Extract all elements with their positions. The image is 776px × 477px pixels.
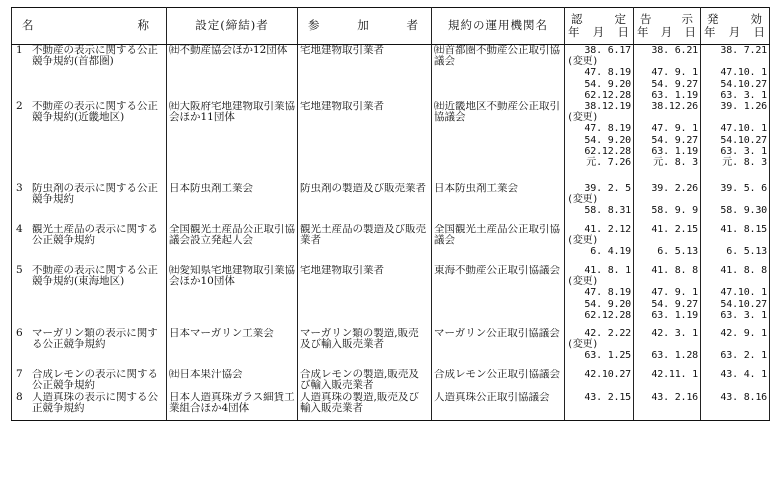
org-cell (432, 101, 565, 183)
notice-date (636, 56, 698, 67)
notice-date: 54. 9.27 (651, 78, 698, 90)
table-row (12, 45, 770, 101)
notice-date: 58. 9. 9 (651, 205, 698, 217)
amendment-label: (変更) (567, 194, 599, 206)
notice-date: 63. 1.19 (651, 145, 698, 157)
effective-date: 41. 8. 8 (720, 264, 767, 276)
notice-date: 63. 1.19 (651, 309, 698, 321)
participants-cell (298, 328, 432, 369)
code-name: 観光土産品の表示に関する公正競争規約 (32, 223, 158, 247)
notice-date-cell (634, 369, 701, 392)
effective-date-cell (701, 392, 770, 421)
effective-date (703, 112, 767, 123)
setter-text: 日本防虫剤工業会 (169, 182, 253, 194)
code-name-cell (12, 369, 167, 392)
header-org: 規約の運用機関名 (432, 8, 565, 45)
effective-date (703, 276, 767, 287)
effective-date: 元. 8. 3 (722, 156, 767, 168)
code-name: 防虫剤の表示に関する公正競争規約 (32, 182, 158, 206)
approved-date: 38. 6.17 (584, 45, 631, 56)
setter-cell (167, 224, 298, 265)
approved-date: 6. 4.19 (590, 246, 631, 258)
approved-date-cell (565, 265, 634, 328)
effective-date-cell (701, 101, 770, 183)
effective-date-cell (701, 265, 770, 328)
header-participants: 参 加 者 (298, 8, 432, 45)
row-number: 5 (16, 264, 23, 276)
effective-date (703, 56, 767, 67)
approved-date: 42. 2.22 (584, 327, 631, 339)
table-row (12, 183, 770, 224)
participants-text: 観光土産品の製造及び販売業者 (300, 223, 426, 247)
code-name-cell (12, 328, 167, 369)
effective-date: 41. 8.15 (720, 223, 767, 235)
amendment-label: (変更) (567, 56, 599, 68)
notice-date-cell (634, 328, 701, 369)
header-row (12, 8, 770, 45)
participants-text: マーガリン類の製造,販売及び輸入販売業者 (300, 327, 419, 351)
header-approved: 認 定 年 月 日 (565, 8, 634, 45)
notice-date (636, 112, 698, 123)
org-cell (432, 369, 565, 392)
effective-date (703, 194, 767, 205)
participants-cell (298, 392, 432, 421)
participants-cell (298, 265, 432, 328)
setter-cell (167, 183, 298, 224)
org-text: 東海不動産公正取引協議会 (434, 264, 560, 276)
effective-date-cell (701, 45, 770, 101)
effective-date: 38. 7.21 (720, 45, 767, 56)
effective-date-cell (701, 224, 770, 265)
org-text: マーガリン公正取引協議会 (434, 327, 560, 339)
org-cell (432, 224, 565, 265)
row-number: 8 (16, 391, 23, 403)
notice-date-cell (634, 183, 701, 224)
effective-date: 47.10. 1 (720, 123, 767, 135)
org-cell (432, 328, 565, 369)
approved-date: 58. 8.31 (584, 205, 631, 217)
effective-date: 63. 3. 1 (720, 89, 767, 101)
participants-text: 防虫剤の製造及び販売業者 (300, 182, 426, 194)
notice-date: 38.12.26 (651, 100, 698, 112)
notice-date-cell (634, 45, 701, 101)
setter-text: ㈳大阪府宅地建物取引業協会ほか11団体 (169, 100, 295, 124)
header-name: 名 称 (12, 8, 167, 45)
approved-date: 62.12.28 (584, 89, 631, 101)
participants-cell (298, 45, 432, 101)
approved-date-cell (565, 45, 634, 101)
effective-date: 39. 1.26 (720, 100, 767, 112)
participants-cell (298, 183, 432, 224)
code-name-cell (12, 183, 167, 224)
notice-date (636, 339, 698, 350)
notice-date: 43. 2.16 (651, 391, 698, 403)
code-name-cell (12, 45, 167, 101)
approved-date: 41. 2.12 (584, 223, 631, 235)
org-text: ㈳近畿地区不動産公正取引協議会 (434, 100, 560, 124)
effective-date: 54.10.27 (720, 78, 767, 90)
approved-date: 54. 9.20 (584, 134, 631, 146)
participants-text: 宅地建物取引業者 (300, 264, 384, 276)
effective-date (703, 339, 767, 350)
code-name: 不動産の表示に関する公正競争規約(東海地区) (32, 264, 158, 288)
notice-date: 元. 8. 3 (653, 156, 698, 168)
approved-date-cell (565, 328, 634, 369)
notice-date: 47. 9. 1 (651, 287, 698, 299)
effective-date: 63. 3. 1 (720, 309, 767, 321)
row-number: 2 (16, 100, 23, 112)
header-setter: 設定(締結)者 (167, 8, 298, 45)
effective-date-cell (701, 369, 770, 392)
participants-text: 人造真珠の製造,販売及び輸入販売業者 (300, 391, 419, 415)
row-number: 6 (16, 327, 23, 339)
amendment-label: (変更) (567, 276, 599, 288)
approved-date-cell (565, 392, 634, 421)
code-name-cell (12, 101, 167, 183)
approved-date: 38.12.19 (584, 100, 631, 112)
org-cell (432, 45, 565, 101)
code-name: 不動産の表示に関する公正競争規約(近畿地区) (32, 100, 158, 124)
setter-cell (167, 369, 298, 392)
org-cell (432, 392, 565, 421)
approved-date: 43. 2.15 (584, 391, 631, 403)
notice-date: 63. 1.19 (651, 89, 698, 101)
approved-date: 39. 2. 5 (584, 182, 631, 194)
row-number: 1 (16, 44, 23, 56)
notice-date: 41. 2.15 (651, 223, 698, 235)
table-row (12, 328, 770, 369)
setter-cell (167, 101, 298, 183)
code-name-cell (12, 392, 167, 421)
table-row (12, 101, 770, 183)
org-text: 合成レモン公正取引協議会 (434, 368, 560, 380)
approved-date-cell (565, 369, 634, 392)
setter-cell (167, 265, 298, 328)
approved-date: 元. 7.26 (586, 156, 631, 168)
code-name-cell (12, 224, 167, 265)
code-name: 人造真珠の表示に関する公正競争規約 (32, 391, 158, 415)
amendment-label: (変更) (567, 112, 599, 124)
code-name-cell (12, 265, 167, 328)
effective-date-cell (701, 328, 770, 369)
effective-date: 6. 5.13 (726, 246, 767, 258)
participants-text: 宅地建物取引業者 (300, 100, 384, 112)
notice-date-cell (634, 392, 701, 421)
effective-date (703, 235, 767, 246)
notice-date: 41. 8. 8 (651, 264, 698, 276)
row-number: 7 (16, 368, 23, 380)
fair-competition-code-table (11, 7, 770, 421)
notice-date: 47. 9. 1 (651, 67, 698, 79)
setter-text: ㈳日本果汁協会 (169, 368, 243, 380)
participants-cell (298, 101, 432, 183)
approved-date: 47. 8.19 (584, 287, 631, 299)
setter-text: 日本マーガリン工業会 (169, 327, 274, 339)
effective-date: 63. 2. 1 (720, 350, 767, 362)
code-name: マーガリン類の表示に関する公正競争規約 (32, 327, 158, 351)
notice-date-cell (634, 265, 701, 328)
amendment-label: (変更) (567, 235, 599, 247)
code-name: 合成レモンの表示に関する公正競争規約 (32, 368, 158, 392)
approved-date-cell (565, 183, 634, 224)
approved-date: 62.12.28 (584, 309, 631, 321)
effective-date: 43. 8.16 (720, 391, 767, 403)
table-row (12, 224, 770, 265)
table-row (12, 265, 770, 328)
participants-text: 宅地建物取引業者 (300, 44, 384, 56)
header-notice: 告 示 年 月 日 (634, 8, 701, 45)
participants-cell (298, 224, 432, 265)
row-number: 4 (16, 223, 23, 235)
effective-date: 47.10. 1 (720, 287, 767, 299)
approved-date: 63. 1.25 (584, 350, 631, 362)
org-text: 日本防虫剤工業会 (434, 182, 518, 194)
effective-date: 63. 3. 1 (720, 145, 767, 157)
setter-cell (167, 45, 298, 101)
setter-text: ㈳愛知県宅地建物取引業協会ほか10団体 (169, 264, 295, 288)
setter-text: 日本人造真珠ガラス細貨工業組合ほか4団体 (169, 391, 295, 415)
header-effective: 発 効 年 月 日 (701, 8, 770, 45)
approved-date: 47. 8.19 (584, 67, 631, 79)
org-cell (432, 265, 565, 328)
setter-text: ㈳不動産協会ほか12団体 (169, 44, 288, 56)
notice-date: 54. 9.27 (651, 134, 698, 146)
code-name: 不動産の表示に関する公正競争規約(首都圏) (32, 44, 158, 68)
approved-date: 62.12.28 (584, 145, 631, 157)
org-text: ㈳首都圏不動産公正取引協議会 (434, 44, 560, 68)
notice-date: 54. 9.27 (651, 298, 698, 310)
approved-date: 54. 9.20 (584, 78, 631, 90)
setter-cell (167, 392, 298, 421)
amendment-label: (変更) (567, 339, 599, 351)
org-cell (432, 183, 565, 224)
participants-cell (298, 369, 432, 392)
effective-date: 39. 5. 6 (720, 182, 767, 194)
org-text: 全国観光土産品公正取引協議会 (434, 223, 560, 247)
notice-date: 42. 3. 1 (651, 327, 698, 339)
notice-date: 39. 2.26 (651, 182, 698, 194)
notice-date (636, 235, 698, 246)
approved-date-cell (565, 101, 634, 183)
notice-date: 42.11. 1 (651, 368, 698, 380)
org-text: 人造真珠公正取引協議会 (434, 391, 550, 403)
table-row (12, 392, 770, 421)
setter-cell (167, 328, 298, 369)
notice-date: 63. 1.28 (651, 350, 698, 362)
approved-date: 42.10.27 (584, 368, 631, 380)
effective-date: 42. 9. 1 (720, 327, 767, 339)
notice-date: 38. 6.21 (651, 45, 698, 56)
setter-text: 全国観光土産品公正取引協議会設立発起人会 (169, 223, 295, 247)
effective-date: 47.10. 1 (720, 67, 767, 79)
notice-date: 6. 5.13 (657, 246, 698, 258)
effective-date: 54.10.27 (720, 298, 767, 310)
table-row (12, 369, 770, 392)
approved-date: 41. 8. 1 (584, 264, 631, 276)
participants-text: 合成レモンの製造,販売及び輸入販売業者 (300, 368, 419, 392)
notice-date: 47. 9. 1 (651, 123, 698, 135)
approved-date-cell (565, 224, 634, 265)
effective-date-cell (701, 183, 770, 224)
effective-date: 54.10.27 (720, 134, 767, 146)
effective-date: 58. 9.30 (720, 205, 767, 217)
notice-date-cell (634, 101, 701, 183)
notice-date (636, 276, 698, 287)
approved-date: 47. 8.19 (584, 123, 631, 135)
notice-date (636, 194, 698, 205)
approved-date: 54. 9.20 (584, 298, 631, 310)
notice-date-cell (634, 224, 701, 265)
effective-date: 43. 4. 1 (720, 368, 767, 380)
row-number: 3 (16, 182, 23, 194)
